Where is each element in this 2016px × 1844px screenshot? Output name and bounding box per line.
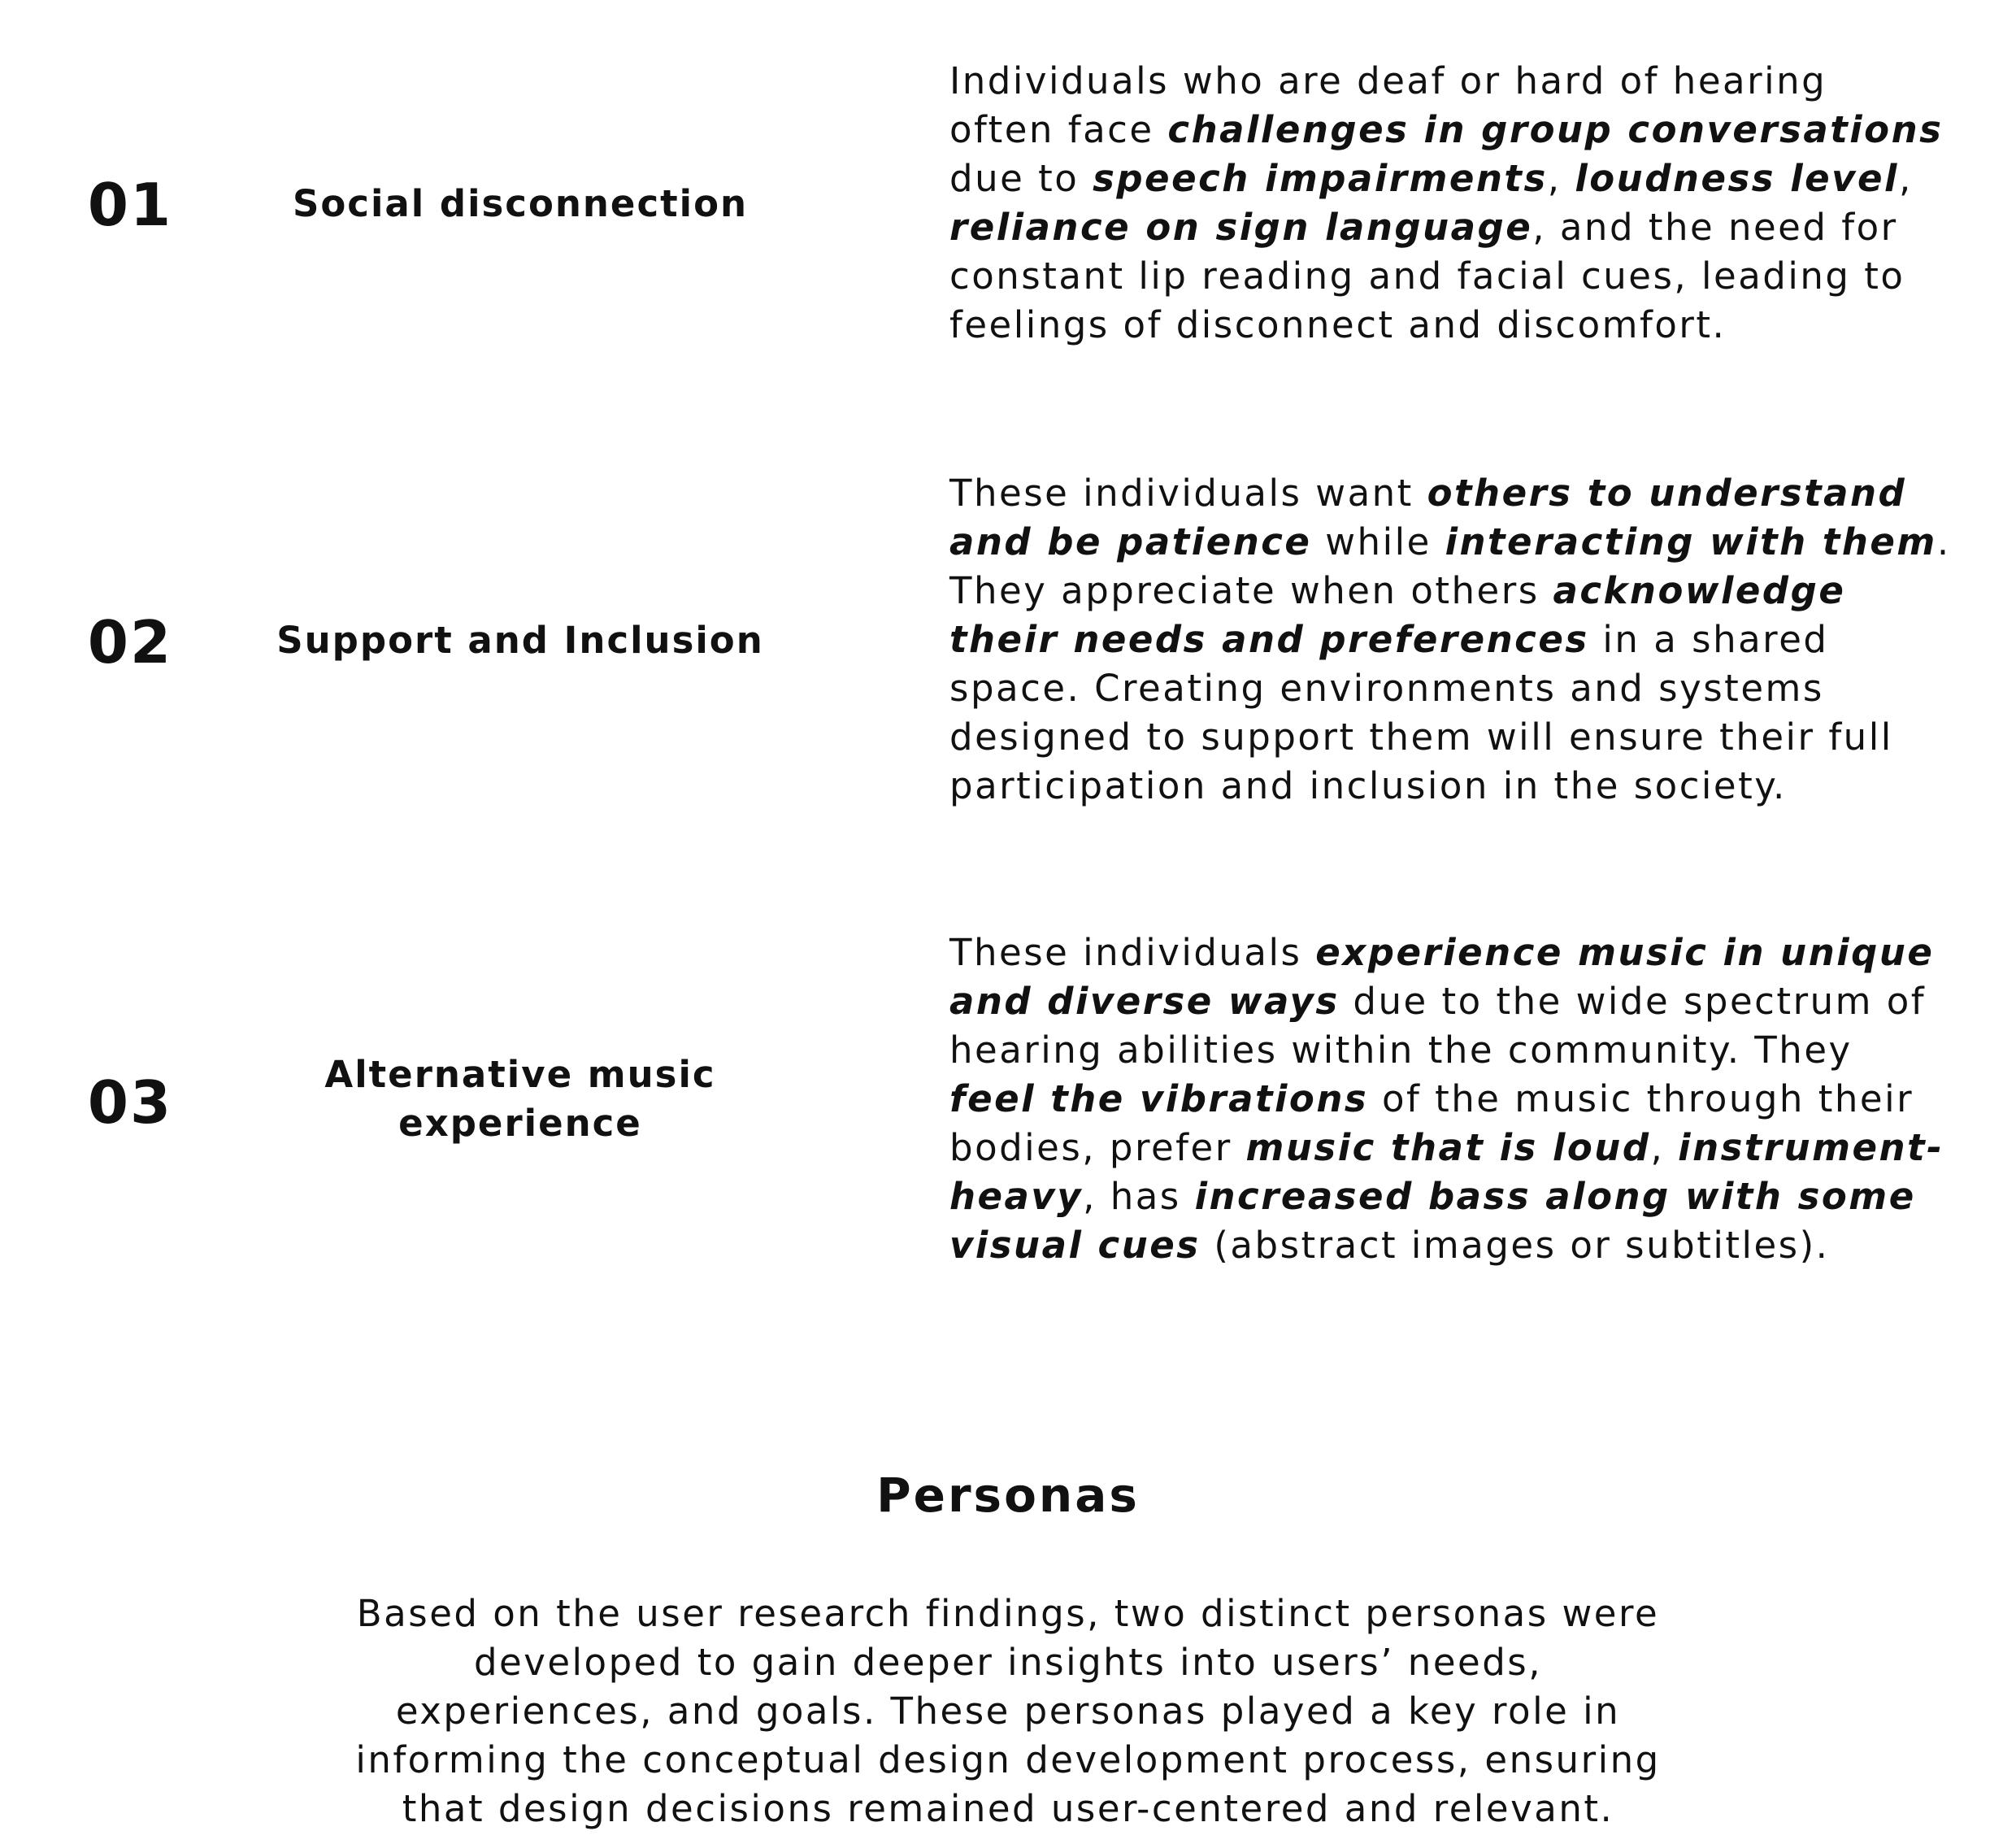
insight-title-line: experience (398, 1102, 642, 1145)
emphasis-text: instrument- (1678, 1126, 1944, 1169)
description-line (949, 301, 1990, 350)
emphasis-text: loudness level (1575, 157, 1899, 200)
emphasis-text: experience music in unique (1315, 931, 1935, 974)
body-text: of the music through their (1368, 1077, 1914, 1120)
body-text: (abstract images or subtitles). (1200, 1224, 1830, 1267)
description-line (949, 713, 1990, 762)
insight-title-line: Social disconnection (292, 182, 749, 225)
insight-number: 03 (87, 1068, 173, 1137)
body-text: constant lip reading and facial cues, leading to (949, 254, 1905, 298)
personas-heading: Personas (876, 1468, 1140, 1523)
description-line (949, 1124, 1990, 1172)
body-text: while (1311, 520, 1445, 563)
insight-title-line: Alternative music (324, 1053, 716, 1096)
insight-description (949, 57, 1990, 350)
insight-description (949, 469, 1990, 811)
personas-body-line: Based on the user research findings, two distinct personas were (356, 1592, 1660, 1635)
insight-title (244, 180, 797, 228)
insight-description (949, 929, 1990, 1270)
body-text: space. Creating environments and systems (949, 667, 1824, 710)
emphasis-text: visual cues (949, 1224, 1201, 1267)
personas-body-line: experiences, and goals. These personas played a key role in (395, 1690, 1621, 1733)
description-line (949, 106, 1990, 154)
emphasis-text: challenges in group conversations (1167, 108, 1944, 151)
personas-body-line: informing the conceptual design development process, ensuring (355, 1738, 1661, 1781)
insight-title (244, 1050, 797, 1148)
body-text: . (1936, 520, 1951, 563)
emphasis-text: and diverse ways (949, 980, 1340, 1023)
body-text: participation and inclusion in the society. (949, 764, 1787, 807)
description-line (949, 929, 1990, 977)
description-line (949, 977, 1990, 1026)
description-line (949, 1026, 1990, 1075)
description-line (949, 203, 1990, 252)
body-text: designed to support them will ensure their full (949, 715, 1893, 759)
body-text: often face (949, 108, 1168, 151)
emphasis-text: acknowledge (1553, 569, 1846, 612)
description-line (949, 154, 1990, 203)
emphasis-text: speech impairments (1093, 157, 1548, 200)
description-line (949, 1075, 1990, 1124)
body-text: These individuals (949, 931, 1316, 974)
body-text: , (1898, 157, 1913, 200)
description-line (949, 567, 1990, 615)
body-text: Individuals who are deaf or hard of hearing (949, 59, 1827, 102)
body-text: due to the wide spectrum of (1339, 980, 1927, 1023)
body-text: in a shared (1588, 618, 1829, 661)
body-text: These individuals want (949, 472, 1427, 515)
personas-body (0, 1590, 2016, 1833)
body-text: feelings of disconnect and discomfort. (949, 303, 1727, 346)
description-line (949, 518, 1990, 567)
personas-body-line: that design decisions remained user-centered and relevant. (402, 1787, 1614, 1830)
body-text: , has (1083, 1175, 1195, 1218)
description-line (949, 57, 1990, 106)
emphasis-text: and be patience (949, 520, 1312, 563)
body-text: , (1650, 1126, 1679, 1169)
description-line (949, 762, 1990, 811)
emphasis-text: their needs and preferences (949, 618, 1589, 661)
body-text: due to (949, 157, 1093, 200)
personas-body-line: developed to gain deeper insights into users’ needs, (473, 1641, 1543, 1684)
insight-number: 01 (87, 171, 173, 239)
emphasis-text: heavy (949, 1175, 1084, 1218)
insight-title (244, 616, 797, 665)
insight-title-line: Support and Inclusion (276, 619, 764, 662)
description-line (949, 664, 1990, 713)
insight-number: 02 (87, 608, 173, 676)
emphasis-text: others to understand (1427, 472, 1907, 515)
emphasis-text: increased bass along with some (1194, 1175, 1916, 1218)
emphasis-text: music that is loud (1245, 1126, 1651, 1169)
body-text: They appreciate when others (949, 569, 1553, 612)
body-text: , and the need for (1532, 206, 1898, 249)
description-line (949, 1172, 1990, 1221)
body-text: hearing abilities within the community. They (949, 1029, 1853, 1072)
emphasis-text: feel the vibrations (949, 1077, 1369, 1120)
description-line (949, 252, 1990, 301)
description-line (949, 1221, 1990, 1270)
body-text: bodies, prefer (949, 1126, 1246, 1169)
description-line (949, 469, 1990, 518)
description-line (949, 615, 1990, 664)
emphasis-text: reliance on sign language (949, 206, 1533, 249)
body-text: , (1547, 157, 1575, 200)
emphasis-text: interacting with them (1445, 520, 1937, 563)
